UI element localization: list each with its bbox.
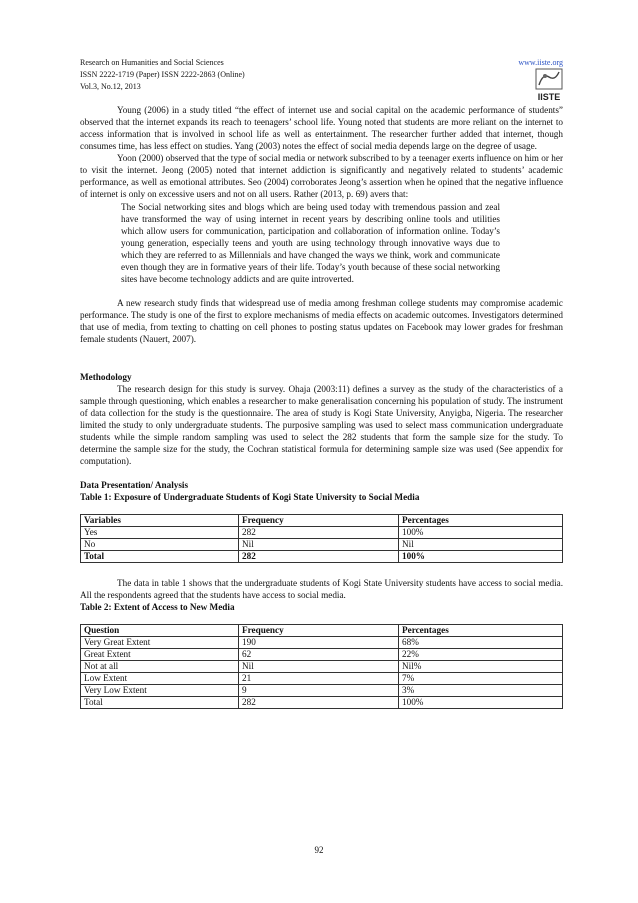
block-quote: The Social networking sites and blogs which are being used today with tremendous passion and zeal have transformed the way of using internet in recent years by describing online tools and utilities which allow users for communication, participation and collaboration of information online. Today’s young generation, especially teens and youth are using technology through innovative ways due to which they are referred to as Millennials and have changed the ways we think, work and communicate even though they are in formative years of their life. Today’s youth because of these social networking sites have become technology addicts and are quite introverted. [121,202,500,284]
journal-title: Research on Humanities and Social Sciences [80,58,224,67]
table1-header-row [81,515,563,527]
table1-cell: 282 [239,527,399,539]
table2-cell: Total [81,697,239,709]
table1-cell: 100% [399,527,563,539]
logo-text: IISTE [537,92,561,102]
table2-cell: Very Great Extent [81,637,239,649]
table2 [80,624,563,709]
paragraph-new-study: A new research study finds that widespread use of media among freshman college students may compromise academic performance. The study is one of the first to explore mechanisms of media effects on academic outcomes. Investigators determined that use of media, from texting to chatting on cell phones to posting status updates on Facebook may lower grades for freshman female students (Nauert, 2007). [80,298,563,344]
table1-header-cell: Frequency [239,515,399,527]
page-content [80,104,563,709]
table2-header-cell: Question [81,625,239,637]
paragraph-young: Young (2006) in a study titled “the effect of internet use and social capital on the academic performance of students” observed that the internet expands its reach to teenagers’ school life. Young noted that students are more reliant on the internet to access information that is involved in school life as well as entertainment. The researcher further added that internet, though consumes time, has less effect on studies. Yang (2003) notes the effect of social media depends large on the degree of usage. [80,105,563,151]
table1-header-cell: Percentages [399,515,563,527]
table2-total-row [81,697,563,709]
table2-row [81,673,563,685]
table2-cell: 282 [239,697,399,709]
table1-cell: 100% [399,551,563,563]
table2-cell: 9 [239,685,399,697]
table2-row [81,649,563,661]
table2-cell: 190 [239,637,399,649]
issn-line: ISSN 2222-1719 (Paper) ISSN 2222-2863 (Online) [80,70,245,79]
table2-cell: 100% [399,697,563,709]
table2-row [81,685,563,697]
table1-cell: Nil [239,539,399,551]
table2-cell: 7% [399,673,563,685]
paragraph-table1-analysis: The data in table 1 shows that the undergraduate students of Kogi State University students have access to social media. All the respondents agreed that the students have access to social media. [80,578,563,600]
table2-cell: 21 [239,673,399,685]
table1-cell: 282 [239,551,399,563]
table1-cell: Yes [81,527,239,539]
table2-caption: Table 2: Extent of Access to New Media [80,602,235,612]
table2-cell: Nil [239,661,399,673]
table2-row [81,661,563,673]
page-number: 92 [314,845,324,855]
data-heading: Data Presentation/ Analysis [80,480,189,490]
table2-header-cell: Frequency [239,625,399,637]
table2-cell: Not at all [81,661,239,673]
table2-cell: 3% [399,685,563,697]
table2-cell: 22% [399,649,563,661]
table1-cell: No [81,539,239,551]
table2-cell: Nil% [399,661,563,673]
table1-row [81,539,563,551]
paragraph-yoon: Yoon (2000) observed that the type of social media or network subscribed to by a teenager exerts influence on him or her to visit the internet. Jeong (2005) noted that internet addiction is significantly and negatively related to students’ academic performance, as well as emotional attributes. Seo (2004) corroborates Jeong’s assertion when he opined that the negative influence of internet is only on excessive users and not on all users. Rather (2013, p. 69) avers that: [80,153,563,199]
table2-cell: Very Low Extent [81,685,239,697]
methodology-heading: Methodology [80,372,132,382]
table1-caption: Table 1: Exposure of Undergraduate Students of Kogi State University to Social Media [80,492,420,502]
table2-cell: Low Extent [81,673,239,685]
journal-url-link[interactable]: www.iiste.org [518,58,563,67]
table1-total-row [81,551,563,563]
table1 [80,514,563,563]
table1-cell: Total [81,551,239,563]
table2-cell: 62 [239,649,399,661]
iiste-logo-icon [535,68,563,104]
table1-cell: Nil [399,539,563,551]
table2-header-cell: Percentages [399,625,563,637]
paragraph-methodology: The research design for this study is survey. Ohaja (2003:11) defines a survey as the study of the characteristics of a sample through questioning, which enables a researcher to make generalisation concerning his population of study. The instrument of data collection for the study is the questionnaire. The area of study is Kogi State University, Anyigba, Nigeria. The researcher limited the study to only undergraduate students. The purposive sampling was used to select mass communication undergraduate students while the simple random sampling was used to select the 282 students that form the sample size for the study. To determine the sample size for the study, the Cochran statistical formula for determining sample size was used (See appendix for computation). [80,384,563,466]
table1-header-cell: Variables [81,515,239,527]
table2-cell: 68% [399,637,563,649]
table2-row [81,637,563,649]
table2-header-row [81,625,563,637]
table2-cell: Great Extent [81,649,239,661]
table1-row [81,527,563,539]
volume-line: Vol.3, No.12, 2013 [80,82,141,91]
